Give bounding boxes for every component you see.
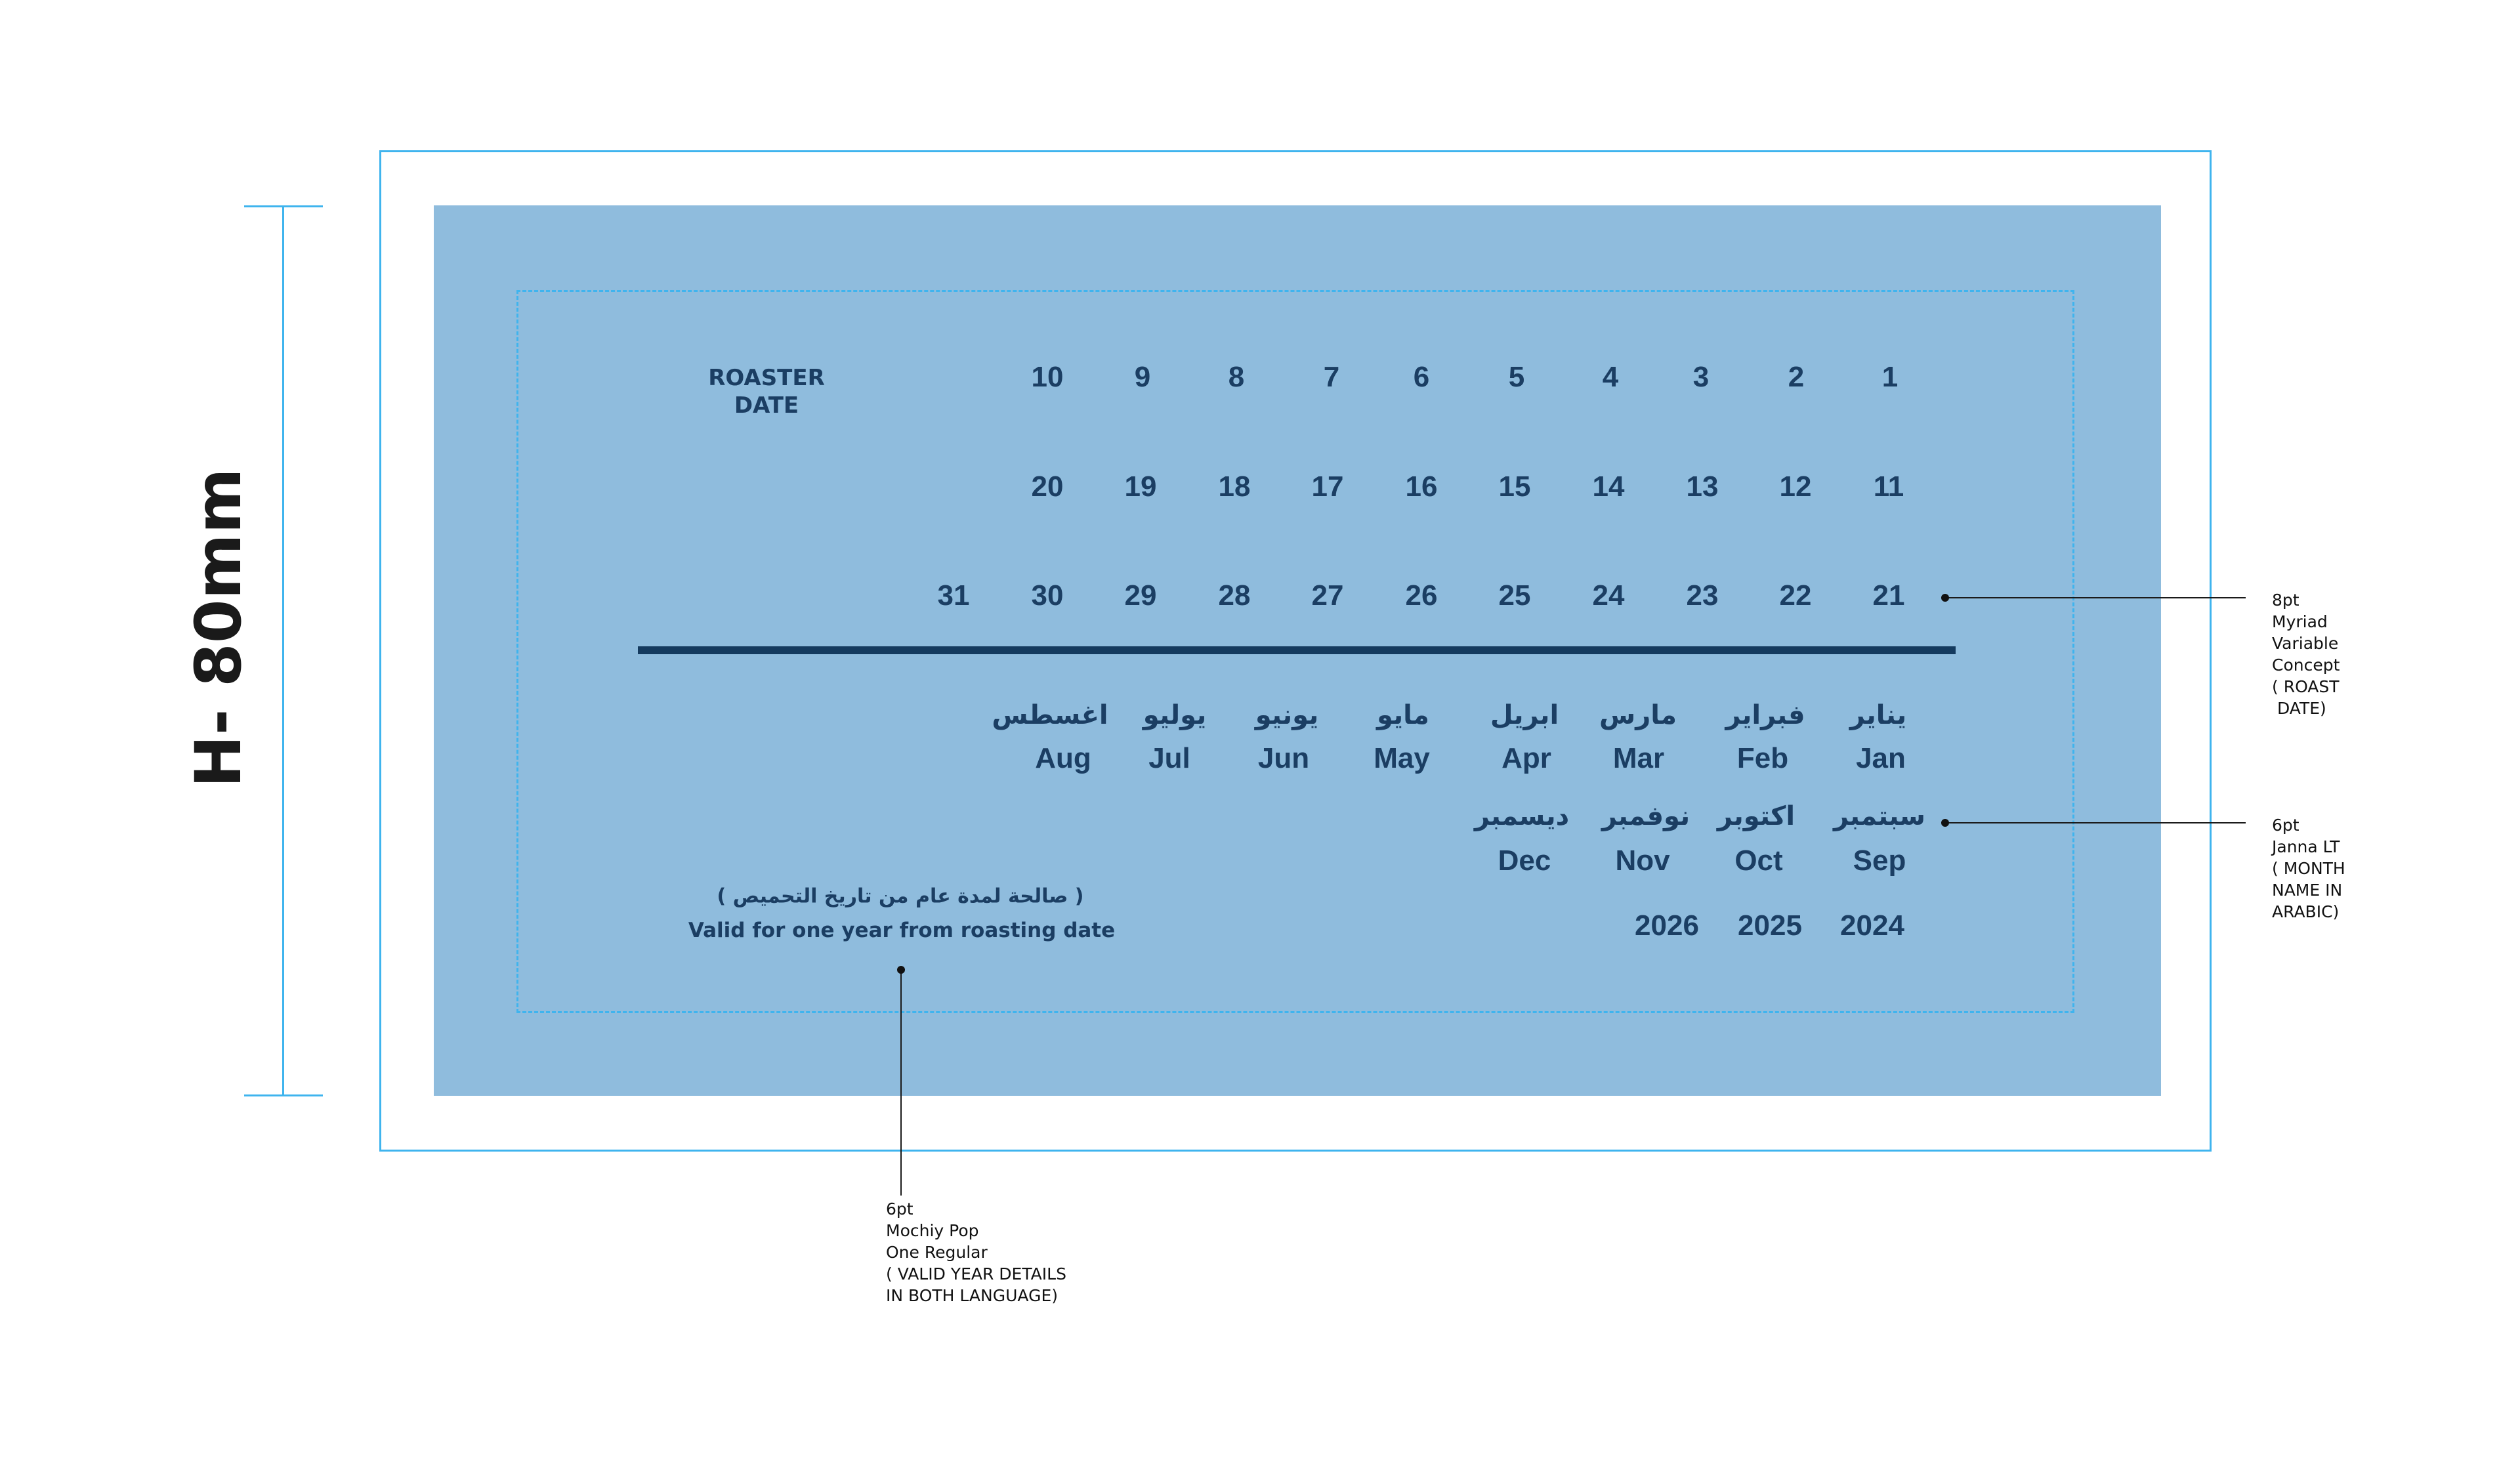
month-english: Jan <box>1856 742 1906 774</box>
year: 2024 <box>1840 909 1904 942</box>
note-roast-date: 8pt Myriad Variable Concept ( ROAST DATE) <box>2272 591 2340 718</box>
month-arabic: يوليو <box>1143 700 1207 730</box>
month-arabic: ديسمبر <box>1474 801 1570 831</box>
month-arabic: مارس <box>1599 700 1677 730</box>
month-arabic: سبتمبر <box>1833 801 1926 831</box>
month-arabic: ابريل <box>1490 700 1559 730</box>
callout-dot-roast-date <box>1941 594 1949 602</box>
day-number: 30 <box>1031 579 1064 612</box>
month-english: May <box>1374 742 1430 774</box>
month-arabic: نوفمبر <box>1601 801 1690 831</box>
month-english: Feb <box>1736 742 1789 774</box>
roaster-date-label <box>708 364 825 419</box>
month-arabic: يناير <box>1849 700 1907 730</box>
callout-dot-valid-year <box>897 966 905 974</box>
roaster-date-line1: ROASTER <box>708 365 825 391</box>
day-number: 21 <box>1872 579 1905 612</box>
month-english: Oct <box>1734 844 1783 877</box>
day-number: 7 <box>1323 361 1340 393</box>
month-english: Jun <box>1257 742 1310 774</box>
month-arabic: اكتوبر <box>1717 801 1796 831</box>
month-english: Jul <box>1148 742 1190 774</box>
month-english: Dec <box>1498 844 1551 877</box>
dimension-line <box>282 205 284 1096</box>
day-number: 9 <box>1134 361 1151 393</box>
month-english: Nov <box>1615 844 1670 877</box>
day-number: 27 <box>1311 579 1344 612</box>
month-arabic: اغسطس <box>992 700 1108 730</box>
day-number: 3 <box>1692 361 1710 393</box>
roaster-date-line2: DATE <box>734 392 799 419</box>
month-arabic: يونيو <box>1255 700 1319 730</box>
day-number: 4 <box>1602 361 1619 393</box>
day-number: 14 <box>1592 470 1625 503</box>
day-number: 2 <box>1788 361 1805 393</box>
callout-line-valid-year <box>900 970 902 1196</box>
day-number: 18 <box>1218 470 1251 503</box>
day-number: 28 <box>1218 579 1251 612</box>
day-number: 13 <box>1686 470 1719 503</box>
day-number: 12 <box>1779 470 1812 503</box>
year: 2025 <box>1738 909 1802 942</box>
day-number: 10 <box>1031 361 1064 393</box>
day-number: 17 <box>1311 470 1344 503</box>
callout-line-roast-date <box>1945 597 2246 598</box>
day-number: 8 <box>1228 361 1245 393</box>
callout-line-month-name <box>1945 822 2246 823</box>
day-number: 22 <box>1779 579 1812 612</box>
height-dimension-label: H- 80mm <box>182 468 255 788</box>
day-number: 15 <box>1498 470 1531 503</box>
validity-english: Valid for one year from roasting date <box>688 919 1116 942</box>
day-number: 6 <box>1413 361 1430 393</box>
month-arabic: فبراير <box>1725 700 1805 730</box>
day-number: 1 <box>1881 361 1899 393</box>
day-number: 11 <box>1873 470 1904 503</box>
day-number: 23 <box>1686 579 1719 612</box>
note-month-name: 6pt Janna LT ( MONTH NAME IN ARABIC) <box>2272 816 2345 921</box>
divider-line <box>638 646 1956 654</box>
year: 2026 <box>1635 909 1699 942</box>
day-number: 19 <box>1124 470 1157 503</box>
month-english: Aug <box>1035 742 1091 774</box>
day-number: 26 <box>1405 579 1438 612</box>
month-arabic: مايو <box>1377 700 1429 730</box>
day-number: 5 <box>1508 361 1525 393</box>
day-number: 25 <box>1498 579 1531 612</box>
day-number: 24 <box>1592 579 1625 612</box>
day-number: 29 <box>1124 579 1157 612</box>
month-english: Sep <box>1853 844 1906 877</box>
note-valid-year: 6pt Mochiy Pop One Regular ( VALID YEAR DETAILS IN BOTH LANGUAGE) <box>886 1199 1066 1305</box>
month-english: Mar <box>1612 742 1665 774</box>
month-english: Apr <box>1502 742 1551 774</box>
day-number: 16 <box>1405 470 1438 503</box>
day-number: 20 <box>1031 470 1064 503</box>
day-number: 31 <box>937 579 970 612</box>
callout-dot-month-name <box>1941 819 1949 827</box>
validity-arabic: ( صالحة لمدة عام من تاريخ التحميص ) <box>717 885 1084 908</box>
